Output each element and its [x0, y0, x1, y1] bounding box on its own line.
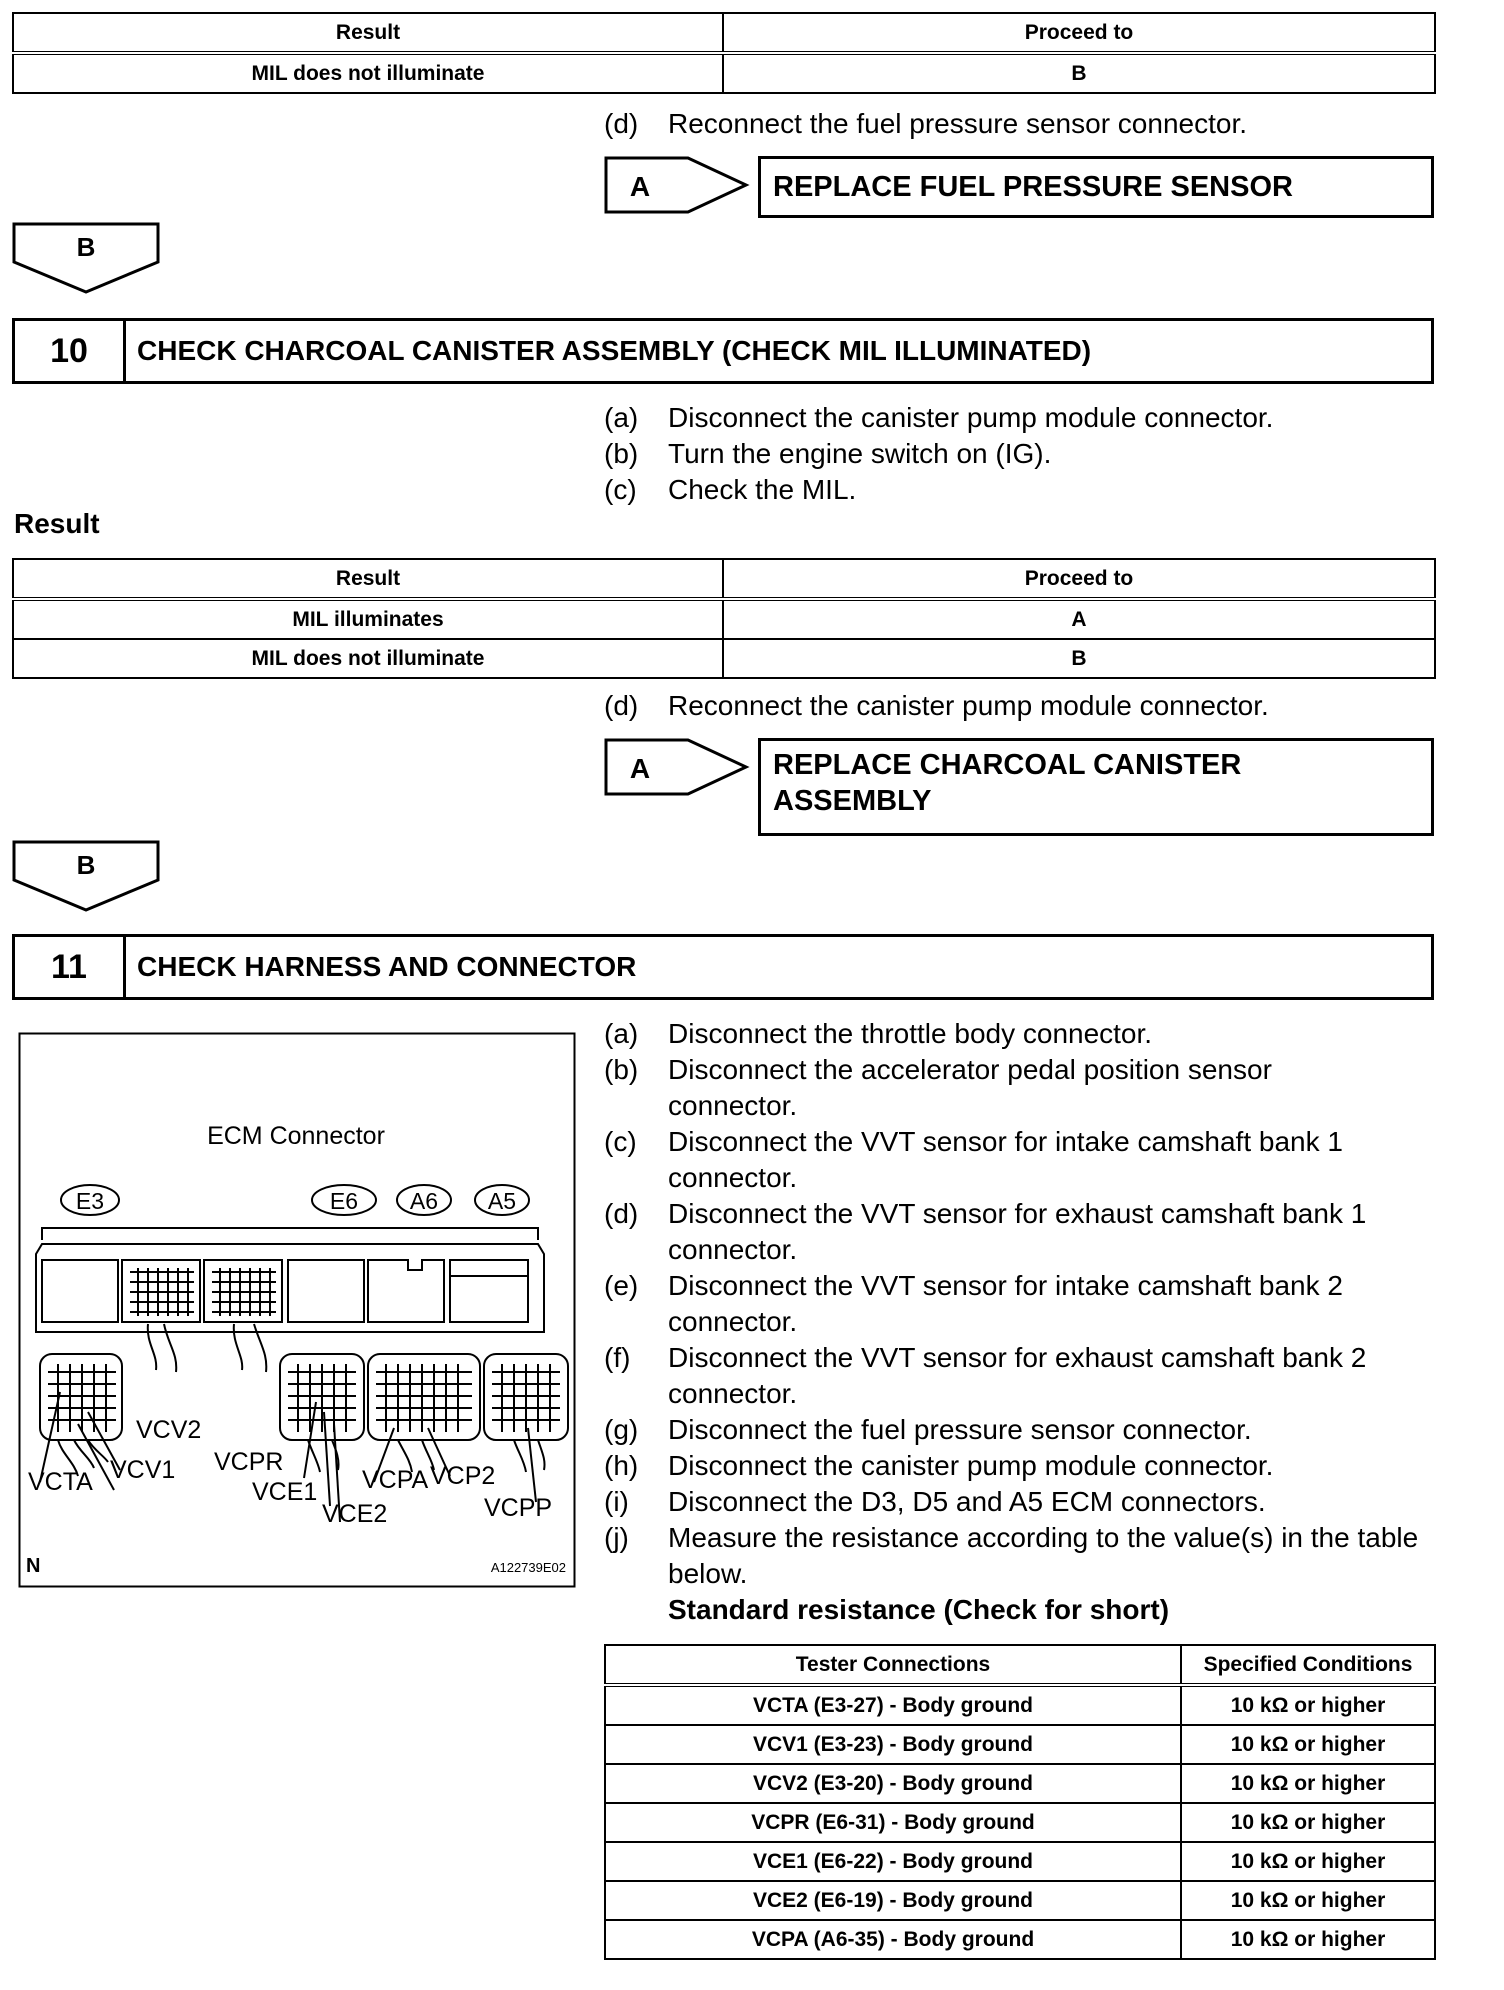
pin-label: VCP2 [430, 1462, 496, 1490]
resistance-table [604, 1644, 1436, 1960]
table-cell: 10 kΩ or higher [1181, 1920, 1435, 1959]
result-label: Result [14, 508, 100, 539]
pin-label: VCE2 [322, 1500, 388, 1528]
step-letter: (a) [604, 402, 639, 433]
step-letter: (c) [604, 474, 637, 505]
table-row [605, 1764, 1435, 1803]
table-header: Tester Connections [605, 1645, 1181, 1685]
pin-label: VCTA [28, 1468, 93, 1496]
step-text: Reconnect the canister pump module connector. [668, 690, 1269, 721]
step-text: Disconnect the VVT sensor for intake camshaft bank 2 connector. [668, 1270, 1343, 1337]
diagram-corner-label: N [26, 1555, 41, 1577]
step-letter: (b) [604, 1054, 639, 1085]
svg-text:E6: E6 [329, 1188, 359, 1214]
svg-text:A6: A6 [409, 1188, 439, 1214]
step-text: Turn the engine switch on (IG). [668, 438, 1052, 469]
step-letter: (b) [604, 438, 639, 469]
table-cell: 10 kΩ or higher [1181, 1725, 1435, 1764]
table-cell: B [723, 639, 1435, 678]
diagram-code: A122739E02 [490, 1560, 566, 1575]
step-letter: (d) [604, 1198, 639, 1229]
arrow-letter: A [629, 171, 651, 202]
table-row [13, 639, 1435, 678]
table-row [605, 1881, 1435, 1920]
connector-e3-label [61, 1185, 119, 1215]
arrow-a-icon [604, 738, 750, 796]
table-row [13, 599, 1435, 639]
table-header: Result [13, 559, 723, 599]
table-cell: VCTA (E3-27) - Body ground [605, 1685, 1181, 1725]
table-cell: VCV1 (E3-23) - Body ground [605, 1725, 1181, 1764]
step-text: Disconnect the accelerator pedal position sensor connector. [668, 1054, 1272, 1121]
arrow-letter: A [629, 753, 651, 784]
step-letter: (c) [604, 1126, 637, 1157]
table-cell: VCPR (E6-31) - Body ground [605, 1803, 1181, 1842]
standard-resistance-label: Standard resistance (Check for short) [668, 1594, 1170, 1625]
action-text: REPLACE FUEL PRESSURE SENSOR [773, 171, 1293, 203]
table-cell: 10 kΩ or higher [1181, 1685, 1435, 1725]
action-text: ASSEMBLY [773, 785, 932, 817]
connector-a6-label [397, 1185, 451, 1215]
table-cell: 10 kΩ or higher [1181, 1881, 1435, 1920]
table-row [605, 1725, 1435, 1764]
table-cell: B [723, 53, 1435, 93]
table-cell: MIL does not illuminate [13, 53, 723, 93]
step-text: Disconnect the canister pump module connector. [668, 402, 1274, 433]
step-title: CHECK CHARCOAL CANISTER ASSEMBLY (CHECK MIL ILLUMINATED) [137, 335, 1092, 366]
table-cell: 10 kΩ or higher [1181, 1803, 1435, 1842]
step-text: Disconnect the throttle body connector. [668, 1018, 1153, 1049]
step-10-header [12, 318, 1434, 384]
table-row [605, 1842, 1435, 1881]
step-text: Disconnect the canister pump module connector. [668, 1450, 1274, 1481]
step-text: Disconnect the VVT sensor for exhaust camshaft bank 1 connector. [668, 1198, 1367, 1265]
result-table-step9 [12, 12, 1436, 94]
step-text: Disconnect the fuel pressure sensor connector. [668, 1414, 1252, 1445]
diagram-title: ECM Connector [207, 1122, 385, 1150]
step-number: 11 [15, 937, 126, 997]
result-table-step10 [12, 558, 1436, 679]
arrow-a-icon [604, 156, 750, 214]
step-letter: (a) [604, 1018, 639, 1049]
step-letter: (g) [604, 1414, 639, 1445]
step-letter: (e) [604, 1270, 639, 1301]
pin-label: VCV2 [136, 1416, 202, 1444]
step-letter: (d) [604, 108, 639, 139]
step-text: Disconnect the VVT sensor for intake camshaft bank 1 connector. [668, 1126, 1343, 1193]
step-text: Check the MIL. [668, 474, 857, 505]
ecm-connector-diagram [18, 1032, 576, 1588]
arrow-b-icon [12, 840, 160, 912]
table-row [605, 1685, 1435, 1725]
step-text: Disconnect the D3, D5 and A5 ECM connectors. [668, 1486, 1266, 1517]
action-text: REPLACE CHARCOAL CANISTER [773, 749, 1242, 781]
table-cell: VCE2 (E6-19) - Body ground [605, 1881, 1181, 1920]
table-cell: VCE1 (E6-22) - Body ground [605, 1842, 1181, 1881]
table-cell: MIL illuminates [13, 599, 723, 639]
svg-text:E3: E3 [75, 1188, 105, 1214]
table-header: Result [13, 13, 723, 53]
pin-label: VCPR [214, 1448, 284, 1476]
step-letter: (j) [604, 1522, 629, 1553]
step-number: 10 [15, 321, 126, 381]
table-header: Proceed to [723, 559, 1435, 599]
step-title: CHECK HARNESS AND CONNECTOR [137, 951, 637, 982]
connector-e6-label [312, 1185, 376, 1215]
table-cell: VCPA (A6-35) - Body ground [605, 1920, 1181, 1959]
arrow-letter: B [76, 850, 96, 880]
table-cell: A [723, 599, 1435, 639]
table-cell: 10 kΩ or higher [1181, 1764, 1435, 1803]
step-letter: (i) [604, 1486, 629, 1517]
step-text: Measure the resistance according to the value(s) in the table below. [668, 1522, 1419, 1589]
table-header: Specified Conditions [1181, 1645, 1435, 1685]
pin-label: VCPA [362, 1466, 429, 1494]
table-header: Proceed to [723, 13, 1435, 53]
action-box-replace-fuel-pressure-sensor [758, 156, 1434, 218]
pin-label: VCE1 [252, 1478, 318, 1506]
step-letter: (h) [604, 1450, 639, 1481]
table-cell: 10 kΩ or higher [1181, 1842, 1435, 1881]
table-row [605, 1920, 1435, 1959]
arrow-b-icon [12, 222, 160, 294]
pin-label: VCPP [484, 1494, 553, 1522]
step-letter: (f) [604, 1342, 631, 1373]
connector-a5-label [475, 1185, 529, 1215]
svg-text:A5: A5 [487, 1188, 517, 1214]
step-letter: (d) [604, 690, 639, 721]
step-text: Reconnect the fuel pressure sensor connector. [668, 108, 1248, 139]
step-text: Disconnect the VVT sensor for exhaust camshaft bank 2 connector. [668, 1342, 1367, 1409]
arrow-letter: B [76, 232, 96, 262]
table-cell: VCV2 (E3-20) - Body ground [605, 1764, 1181, 1803]
table-cell: MIL does not illuminate [13, 639, 723, 678]
table-row [13, 53, 1435, 93]
step-11-header [12, 934, 1434, 1000]
pin-label: VCV1 [110, 1456, 176, 1484]
action-box-replace-charcoal-canister [758, 738, 1434, 836]
table-row [605, 1803, 1435, 1842]
